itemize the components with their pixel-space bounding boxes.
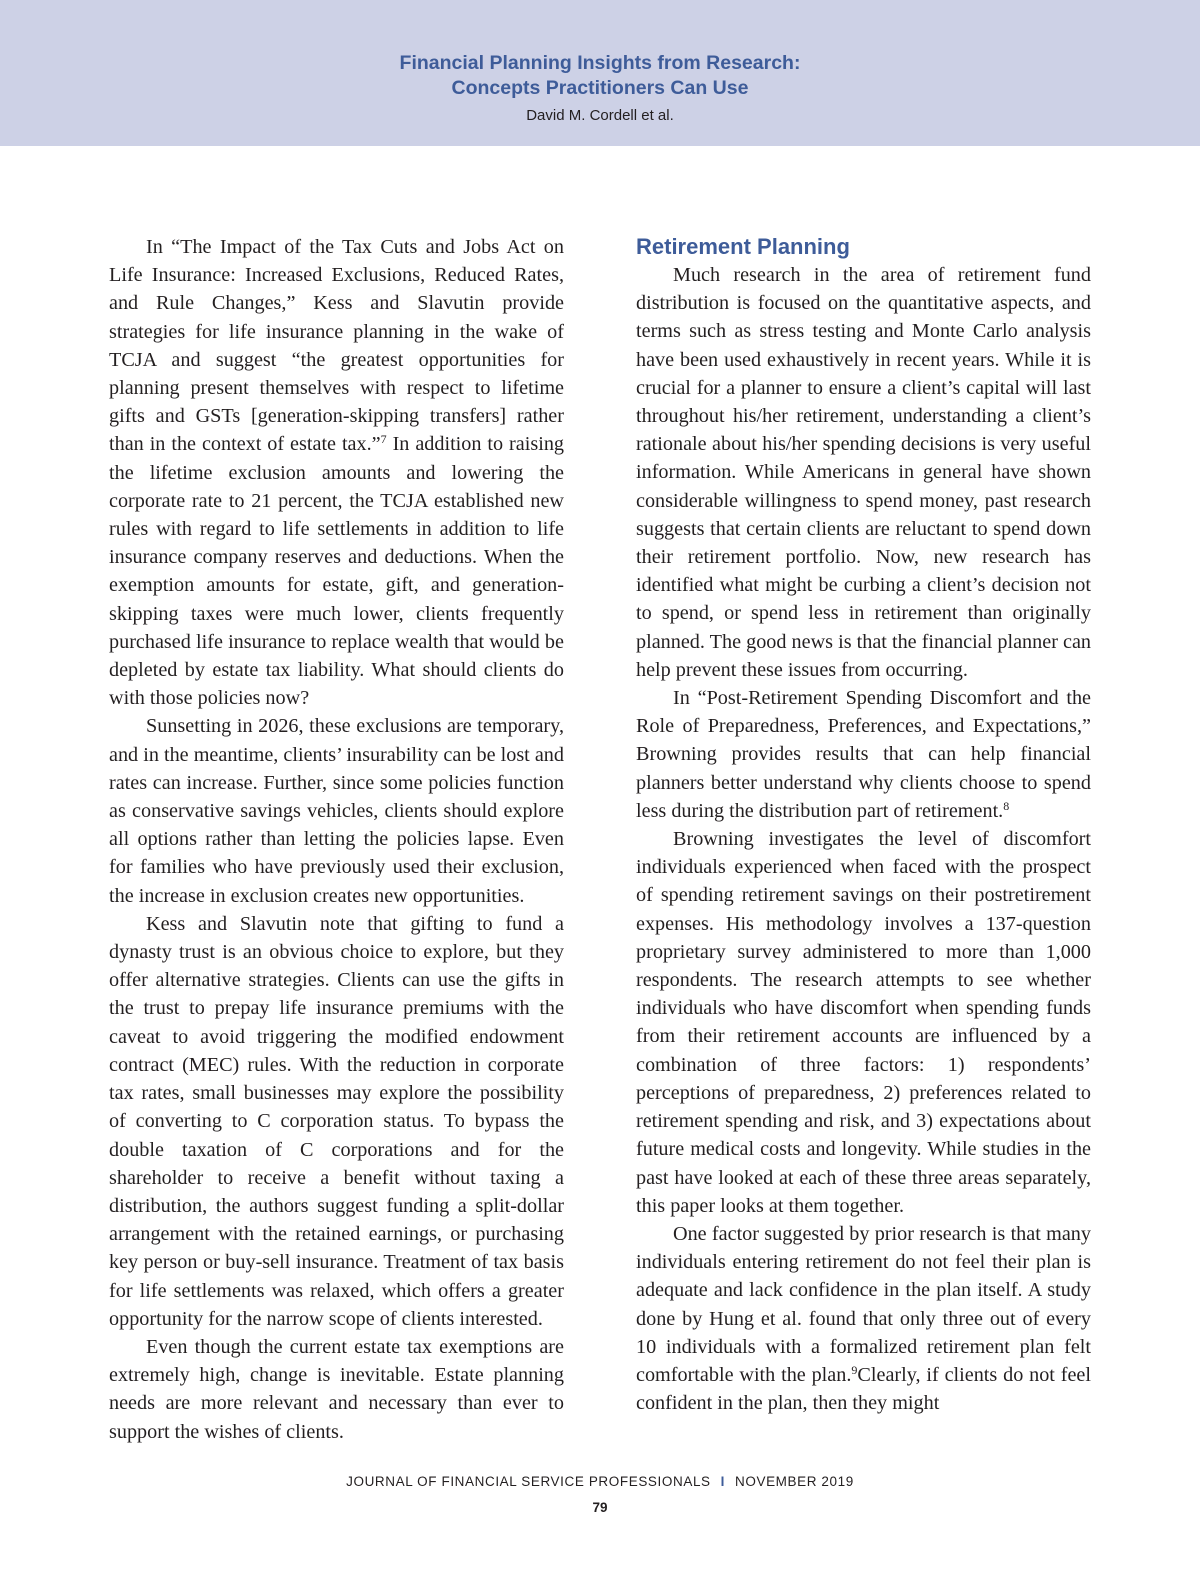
right-paragraph-1: Much research in the area of retirement fund distribution is focused on the quantitative aspects, and terms such as stress testing and Monte Carlo analysis have been used exhaustively in recent years. While it is crucial for a planner to ensure a client’s capital will last throughout his/her retirement, understanding a client’s rationale about his/her spending decisions is very useful information. While Americans in general have shown considerable willingness to spend money, past research suggests that certain clients are reluctant to spend down their retirement portfolio. Now, new research has identified what might be curbing a client’s decision not to spend, or spend less in retirement than originally planned. The good news is that the financial planner can help prevent these issues from occurring. bbox=[636, 264, 1091, 681]
footer-date: NOVEMBER 2019 bbox=[735, 1474, 854, 1489]
header-author: David M. Cordell et al. bbox=[526, 107, 674, 124]
footer-journal-name: JOURNAL OF FINANCIAL SERVICE PROFESSIONALS bbox=[346, 1474, 711, 1489]
page-number: 79 bbox=[592, 1500, 608, 1515]
header-title-line2: Concepts Practitioners Can Use bbox=[451, 77, 749, 99]
running-footer bbox=[0, 1474, 1200, 1489]
right-paragraph-4: One factor suggested by prior research is that many individuals entering retirement do not feel their plan is adequate and lack confidence in the plan itself. A study done by Hung et al. found that only three out of every 10 individuals with a formalized retirement plan felt comfortable with the plan.$^9$Clearly, if clients do not feel confident in the plan, then they might bbox=[636, 1222, 1092, 1415]
left-paragraph-3: Kess and Slavutin note that gifting to fund a dynasty trust is an obvious choice to explore, but they offer alternative strategies. Clients can use the gifts in the trust to prepay life insurance premiums with the caveat to avoid triggering the modified endowment contract (MEC) rules. With the reduction in corporate tax rates, small businesses may explore the possibility of converting to C corporation status. To bypass the double taxation of C corporations and for the shareholder to receive a benefit without taxing a distribution, the authors suggest funding a split-dollar arrangement with the retained earnings, or purchasing key person or buy-sell insurance. Treatment of tax basis for life settlements was relaxed, which offers a greater opportunity for the narrow scope of clients interested. bbox=[109, 912, 564, 1330]
footnote-ref-8: 8 bbox=[1003, 798, 1010, 813]
left-paragraph-1: In “The Impact of the Tax Cuts and Jobs Act on Life Insurance: Increased Exclusions, Reduced Rates, and Rule Changes,” Kess and Slavutin provide strategies for life insurance planning in the wake of TCJA and suggest “the greatest opportunities for planning present themselves with respect to lifetime gifts and GSTs [generation-skipping transfers] rather than in the context of estate tax.”$^7$ In addition to raising the lifetime exclusion amounts and lowering the corporate rate to 21 percent, the TCJA established new rules with regard to life settlements in addition to life insurance company reserves and deductions. When the exemption amounts for estate, gift, and generation-skipping taxes were much lower, clients frequently purchased life insurance to replace wealth that would be depleted by estate tax liability. What should clients do with those policies now? bbox=[109, 236, 565, 710]
footnote-ref-7: 7 bbox=[380, 432, 387, 447]
header-title-line1: Financial Planning Insights from Research: bbox=[399, 52, 801, 74]
running-header bbox=[0, 0, 1200, 146]
section-heading-retirement-planning: Retirement Planning bbox=[636, 234, 850, 259]
right-paragraph-2: In “Post-Retirement Spending Discomfort and the Role of Preparedness, Preferences, and Expectations,” Browning provides results that can help financial planners better understand why clients choose to spend less during the distribution part of retirement.$^8$ bbox=[636, 687, 1091, 822]
left-column bbox=[109, 233, 564, 1446]
footer-separator: I bbox=[720, 1474, 726, 1489]
right-paragraph-3: Browning investigates the level of discomfort individuals experienced when faced with the prospect of spending retirement savings on their postretirement expenses. His methodology involves a 137-question proprietary survey administered to more than 1,000 respondents. The research attempts to see whether individuals who have discomfort when spending funds from their retirement accounts are influenced by a combination of three factors: 1) respondents’ perceptions of preparedness, 2) preferences related to retirement spending and risk, and 3) expectations about future medical costs and longevity. While studies in the past have looked at each of these three areas separately, this paper looks at them together. bbox=[636, 828, 1091, 1217]
right-column bbox=[636, 233, 1091, 1417]
left-paragraph-2: Sunsetting in 2026, these exclusions are temporary, and in the meantime, clients’ insurability can be lost and rates can increase. Further, since some policies function as conservative savings vehicles, clients should explore all options rather than letting the policies lapse. Even for families who have previously used their exclusion, the increase in exclusion creates new opportunities. bbox=[109, 715, 564, 907]
footnote-ref-9: 9 bbox=[851, 1362, 858, 1377]
left-paragraph-4: Even though the current estate tax exemptions are extremely high, change is inevitable. Estate planning needs are more relevant and necessary than ever to support the wishes of clients. bbox=[109, 1335, 564, 1443]
